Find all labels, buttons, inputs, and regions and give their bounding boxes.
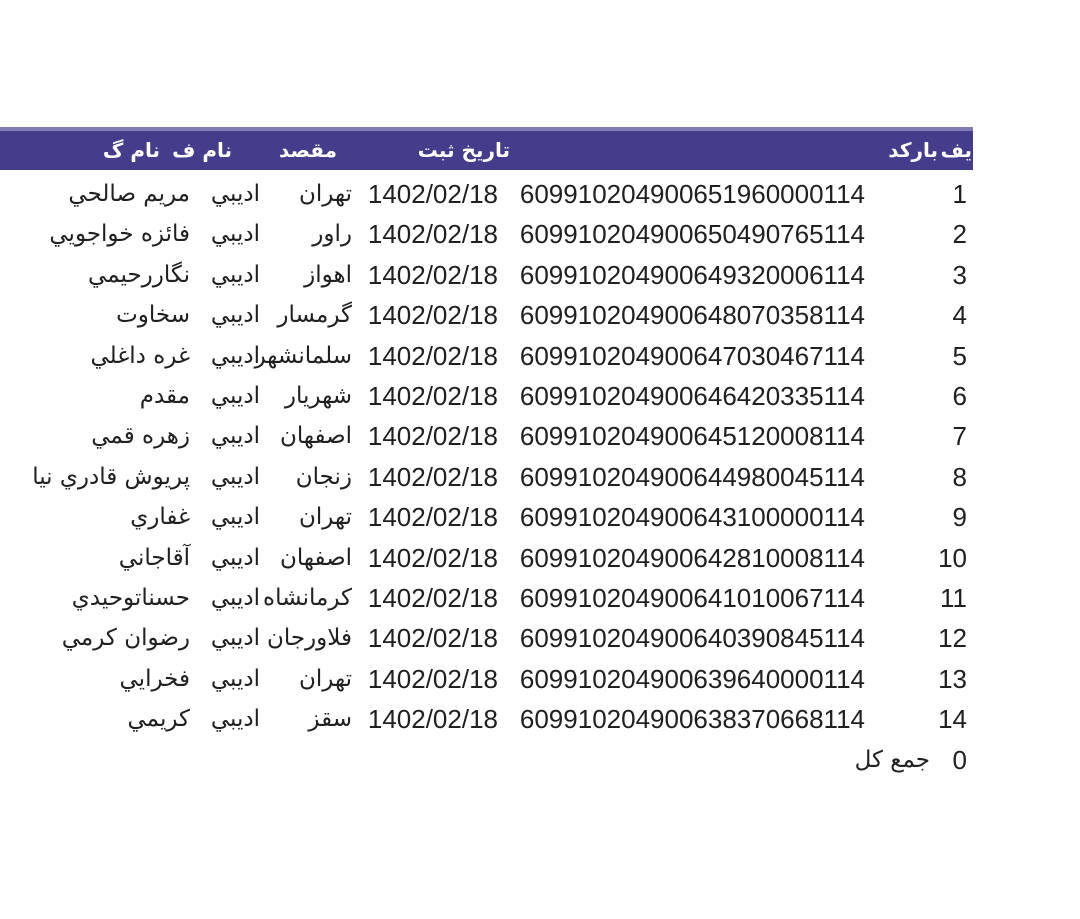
cell-first-name[interactable]: اديبي <box>210 423 260 450</box>
cell-first-name[interactable]: اديبي <box>210 585 260 611</box>
table-row <box>0 255 1080 295</box>
cell-destination[interactable]: گرمسار <box>277 302 352 329</box>
cell-date[interactable]: 1402/02/18 <box>367 381 498 411</box>
col-header-row-number: یف <box>940 138 972 162</box>
cell-destination[interactable]: سلمانشهر <box>254 342 352 369</box>
cell-first-name[interactable]: اديبي <box>210 181 260 207</box>
cell-first-name[interactable]: اديبي <box>210 504 260 531</box>
cell-last-name[interactable]: نگاررحيمي <box>88 261 190 288</box>
cell-date[interactable]: 1402/02/18 <box>367 300 498 331</box>
cell-first-name[interactable]: اديبي <box>210 544 260 571</box>
cell-first-name[interactable]: اديبي <box>210 342 260 369</box>
cell-last-name[interactable]: غره داغلي <box>90 342 190 369</box>
cell-row-number[interactable]: 10 <box>938 542 967 573</box>
table-row <box>0 295 1080 335</box>
col-header-date: تاریخ ثبت <box>417 138 510 162</box>
cell-row-number[interactable]: 8 <box>952 461 967 492</box>
cell-date[interactable]: 1402/02/18 <box>367 461 498 492</box>
table-header <box>0 127 973 170</box>
table-row <box>0 336 1080 376</box>
table-row <box>0 538 1080 578</box>
cell-destination[interactable]: سقز <box>308 706 352 733</box>
cell-date[interactable]: 1402/02/18 <box>367 219 498 250</box>
cell-row-number[interactable]: 7 <box>952 421 967 452</box>
cell-date[interactable]: 1402/02/18 <box>367 623 498 654</box>
cell-row-number[interactable]: 12 <box>938 623 967 654</box>
cell-date[interactable]: 1402/02/18 <box>367 259 498 290</box>
table-row <box>0 457 1080 497</box>
col-header-first-name: نام ف <box>172 138 232 162</box>
cell-destination[interactable]: اصفهان <box>279 544 352 571</box>
table-row <box>0 618 1080 658</box>
cell-last-name[interactable]: حسناتوحيدي <box>71 585 190 611</box>
cell-row-number[interactable]: 4 <box>952 300 967 331</box>
total-count[interactable]: 0 <box>952 744 967 775</box>
cell-barcode[interactable]: 609910204900645120008114 <box>519 421 865 452</box>
cell-row-number[interactable]: 5 <box>952 340 967 371</box>
cell-row-number[interactable]: 9 <box>952 502 967 533</box>
cell-barcode[interactable]: 609910204900647030467114 <box>519 340 865 371</box>
cell-last-name[interactable]: آقاجاني <box>118 544 190 571</box>
cell-last-name[interactable]: سخاوت <box>116 302 190 329</box>
table-row <box>0 699 1080 739</box>
cell-date[interactable]: 1402/02/18 <box>367 179 498 209</box>
col-header-destination: مقصد <box>278 138 337 162</box>
cell-barcode[interactable]: 609910204900646420335114 <box>519 381 865 411</box>
col-header-barcode: بارکد <box>888 138 938 162</box>
table-row <box>0 416 1080 456</box>
cell-first-name[interactable]: اديبي <box>210 302 260 329</box>
cell-first-name[interactable]: اديبي <box>210 665 260 692</box>
table-row <box>0 659 1080 699</box>
cell-last-name[interactable]: زهره قمي <box>91 423 190 450</box>
cell-destination[interactable]: راور <box>312 221 352 248</box>
cell-row-number[interactable]: 6 <box>952 381 967 411</box>
cell-date[interactable]: 1402/02/18 <box>367 663 498 694</box>
cell-barcode[interactable]: 609910204900650490765114 <box>519 219 865 250</box>
cell-barcode[interactable]: 609910204900638370668114 <box>519 704 865 735</box>
cell-row-number[interactable]: 11 <box>940 583 967 613</box>
cell-row-number[interactable]: 2 <box>952 219 967 250</box>
table-row <box>0 174 1080 214</box>
cell-last-name[interactable]: غفاري <box>130 504 190 531</box>
cell-barcode[interactable]: 609910204900642810008114 <box>519 542 865 573</box>
cell-date[interactable]: 1402/02/18 <box>367 704 498 735</box>
cell-first-name[interactable]: اديبي <box>210 383 260 409</box>
cell-last-name[interactable]: فخرايي <box>119 665 190 692</box>
cell-last-name[interactable]: مريم صالحي <box>68 181 190 207</box>
cell-first-name[interactable]: اديبي <box>210 706 260 733</box>
cell-destination[interactable]: اهواز <box>304 261 352 288</box>
cell-row-number[interactable]: 14 <box>938 704 967 735</box>
cell-barcode[interactable]: 609910204900651960000114 <box>519 179 865 209</box>
cell-destination[interactable]: فلاورجان <box>266 625 352 652</box>
cell-destination[interactable]: تهران <box>299 181 352 207</box>
cell-last-name[interactable]: كريمي <box>127 706 190 733</box>
table-row <box>0 214 1080 254</box>
cell-barcode[interactable]: 609910204900649320006114 <box>519 259 865 290</box>
cell-last-name[interactable]: پريوش قادري نيا <box>32 463 190 490</box>
table-row <box>0 376 1080 416</box>
cell-row-number[interactable]: 3 <box>952 259 967 290</box>
cell-destination[interactable]: كرمانشاه <box>263 585 352 611</box>
cell-barcode[interactable]: 609910204900641010067114 <box>519 583 865 613</box>
cell-barcode[interactable]: 609910204900639640000114 <box>519 663 865 694</box>
cell-first-name[interactable]: اديبي <box>210 221 260 248</box>
cell-destination[interactable]: زنجان <box>295 463 352 490</box>
col-header-last-name: نام گ <box>102 138 160 162</box>
cell-destination[interactable]: اصفهان <box>279 423 352 450</box>
cell-date[interactable]: 1402/02/18 <box>367 583 498 613</box>
cell-row-number[interactable]: 13 <box>938 663 967 694</box>
cell-last-name[interactable]: مقدم <box>139 383 190 409</box>
cell-first-name[interactable]: اديبي <box>210 625 260 652</box>
cell-destination[interactable]: شهريار <box>284 383 352 409</box>
cell-date[interactable]: 1402/02/18 <box>367 502 498 533</box>
cell-barcode[interactable]: 609910204900640390845114 <box>519 623 865 654</box>
cell-first-name[interactable]: اديبي <box>210 261 260 288</box>
table-row <box>0 497 1080 537</box>
cell-barcode[interactable]: 609910204900644980045114 <box>519 461 865 492</box>
cell-row-number[interactable]: 1 <box>952 179 967 209</box>
cell-first-name[interactable]: اديبي <box>210 463 260 490</box>
table-row <box>0 578 1080 618</box>
total-label[interactable]: جمع کل <box>854 746 930 773</box>
cell-last-name[interactable]: رضوان كرمي <box>61 625 190 652</box>
cell-date[interactable]: 1402/02/18 <box>367 421 498 452</box>
total-row <box>0 740 1080 780</box>
cell-barcode[interactable]: 609910204900643100000114 <box>519 502 865 533</box>
cell-date[interactable]: 1402/02/18 <box>367 542 498 573</box>
cell-date[interactable]: 1402/02/18 <box>367 340 498 371</box>
cell-last-name[interactable]: فائزه خواجويي <box>49 221 190 248</box>
cell-barcode[interactable]: 609910204900648070358114 <box>519 300 865 331</box>
cell-destination[interactable]: تهران <box>299 504 352 531</box>
cell-destination[interactable]: تهران <box>299 665 352 692</box>
